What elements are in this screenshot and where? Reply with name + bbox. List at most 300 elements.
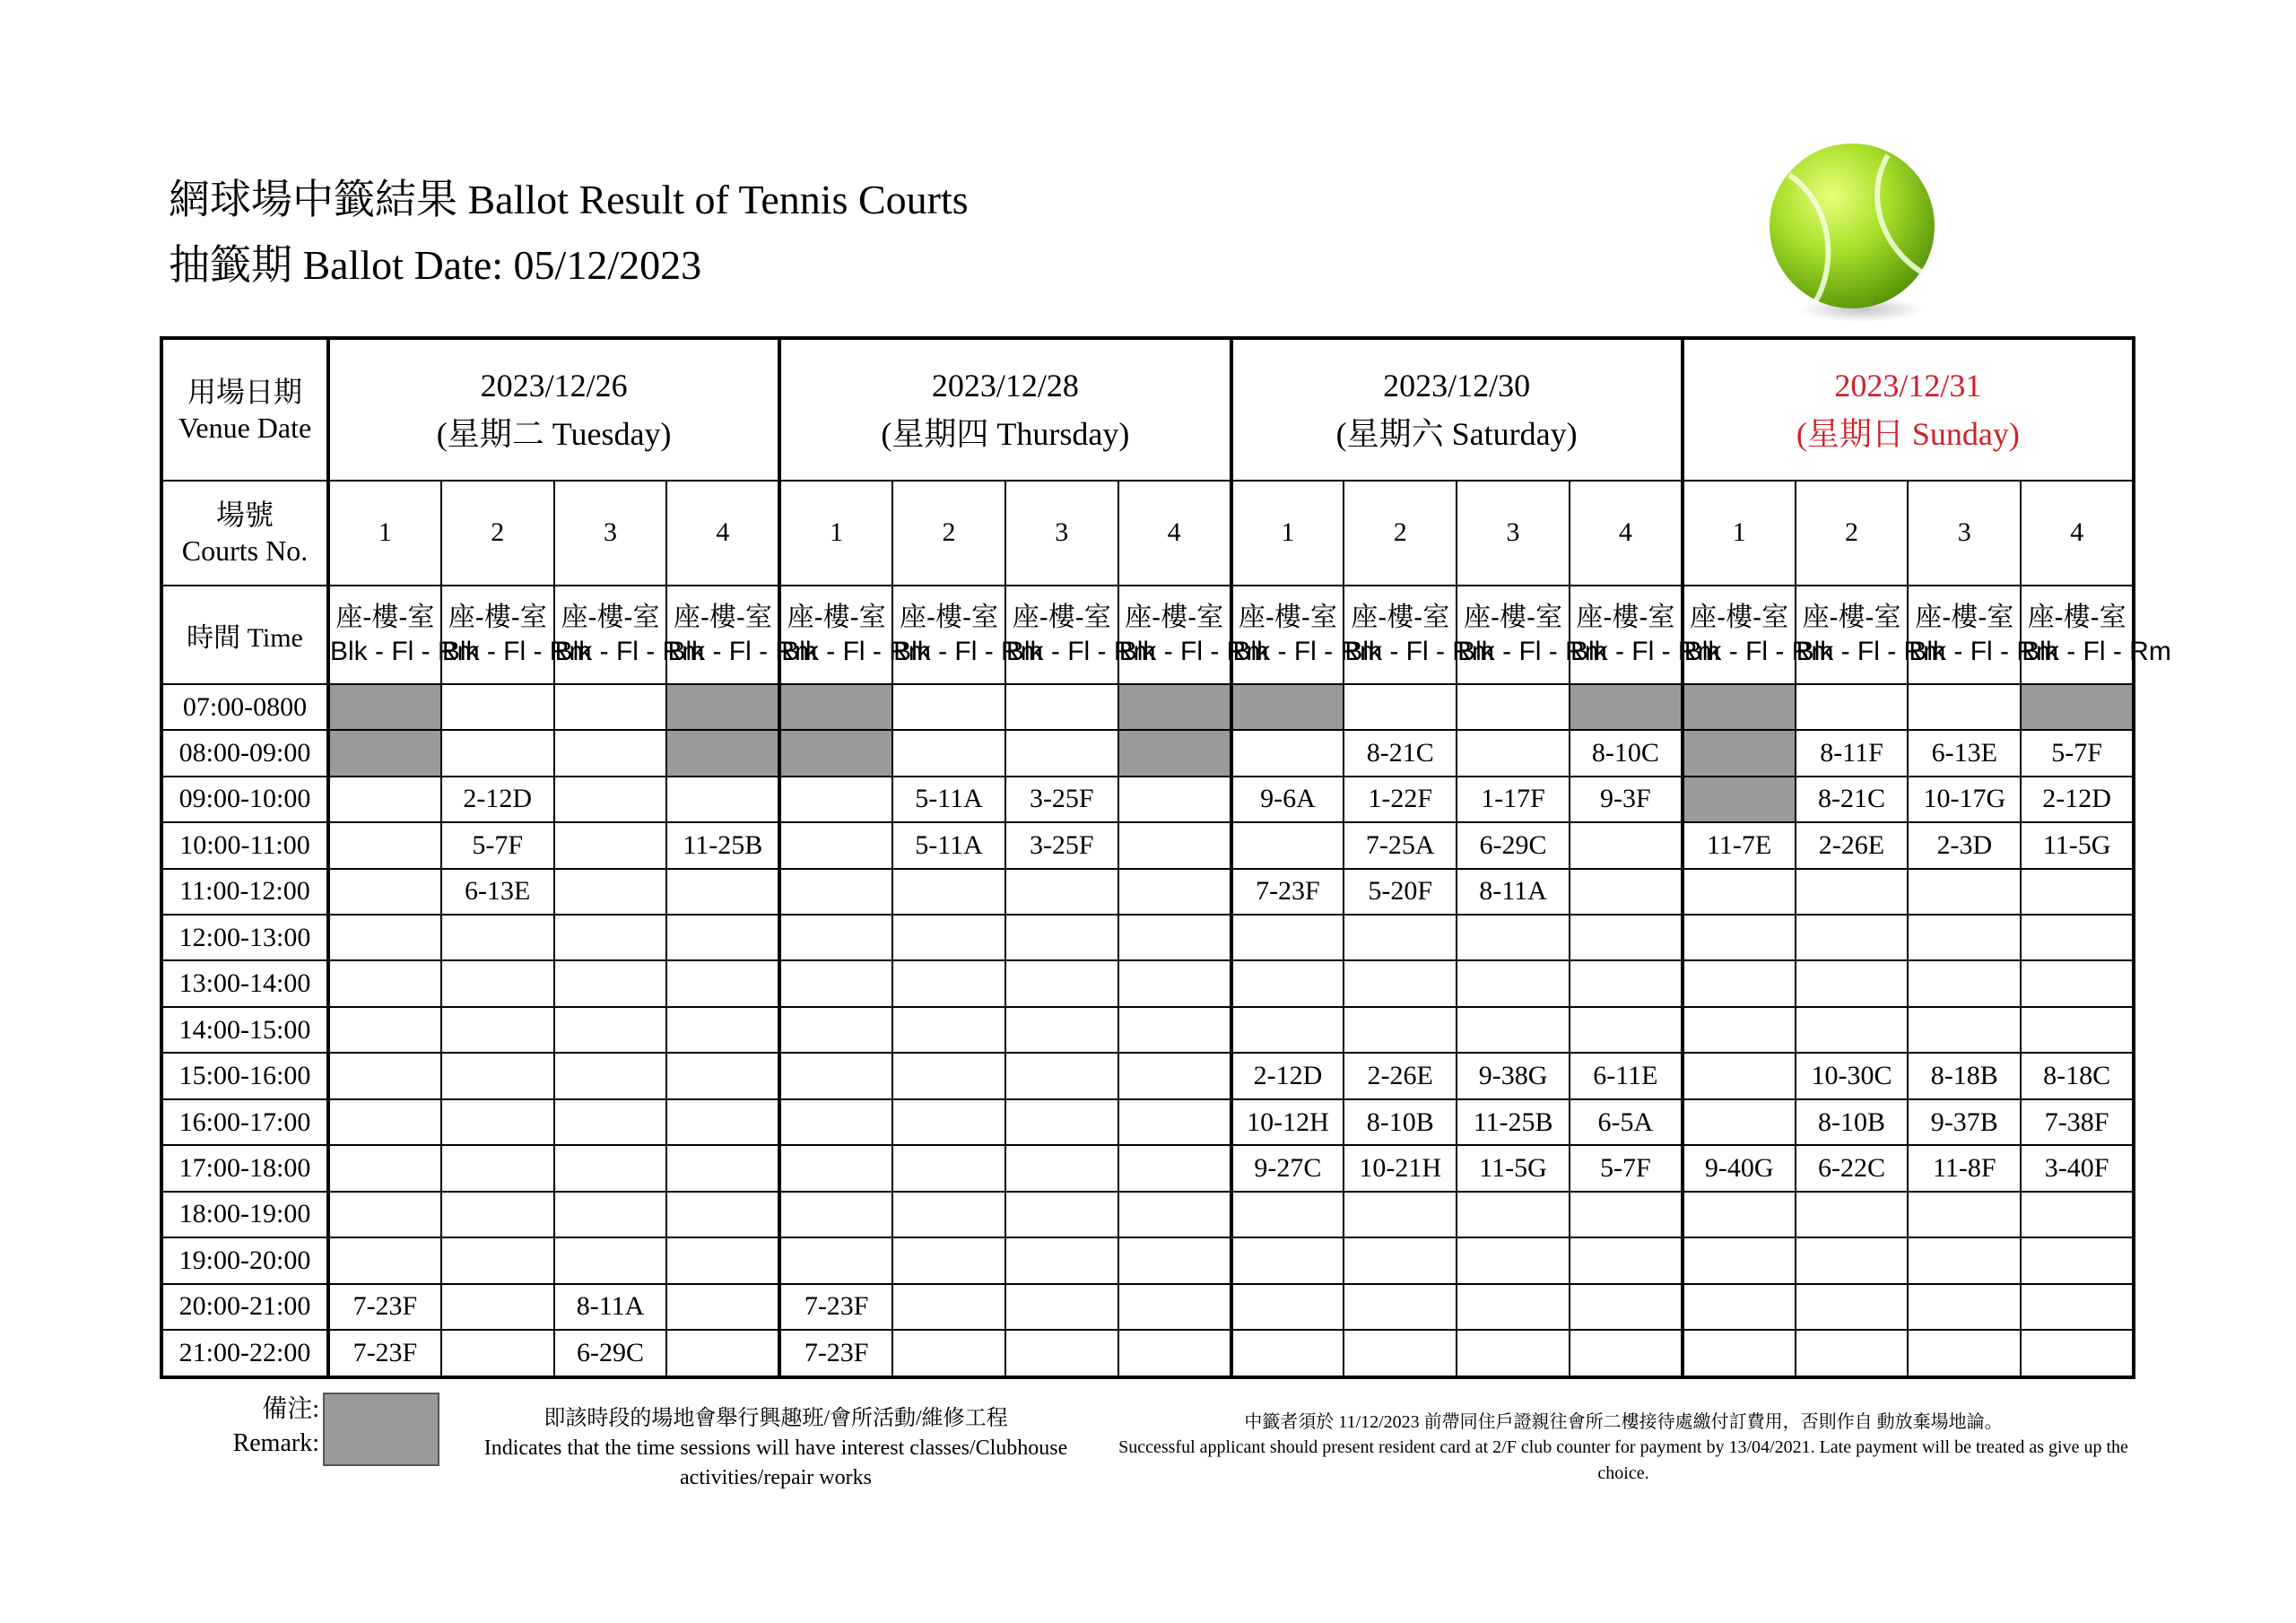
booking-cell: 9-6A: [1231, 777, 1344, 822]
booking-cell: [666, 1192, 779, 1237]
blocked-cell: [666, 684, 779, 730]
booking-cell: [1570, 915, 1683, 960]
blk-fl-rm-header: [1005, 586, 1156, 684]
blocked-cell: [328, 684, 441, 730]
booking-cell: [1908, 960, 2021, 1006]
blk-fl-rm-zh: 座-樓-室: [1012, 603, 1111, 633]
booking-cell: 9-3F: [1570, 777, 1683, 822]
remark-label-zh: 備注:: [262, 1395, 319, 1423]
blk-fl-rm-header: [1908, 586, 2059, 684]
table-row: [161, 730, 2134, 776]
blk-fl-rm-en: Blk - Fl - Rm: [1457, 636, 1607, 666]
blk-fl-rm-header: [2021, 586, 2171, 684]
booking-cell: [1231, 822, 1344, 868]
booking-cell: [666, 1099, 779, 1145]
booking-cell: [1231, 1192, 1344, 1237]
booking-cell: [666, 777, 779, 822]
blk-fl-rm-en: Blk - Fl - Rm: [441, 636, 592, 666]
time-slot: 16:00-17:00: [161, 1099, 328, 1145]
booking-cell: [441, 684, 554, 730]
booking-cell: [441, 1237, 554, 1283]
booking-cell: 1-17F: [1457, 777, 1570, 822]
booking-cell: [1005, 915, 1118, 960]
booking-cell: [1005, 684, 1118, 730]
table-row: [161, 1007, 2134, 1053]
table-row: [161, 1284, 2134, 1330]
table-row: [161, 1192, 2134, 1237]
time-slot: 19:00-20:00: [161, 1237, 328, 1283]
blk-fl-rm-en: Blk - Fl - Rm: [667, 636, 818, 666]
booking-cell: 7-23F: [1231, 869, 1344, 915]
booking-cell: [779, 1099, 892, 1145]
booking-cell: 5-11A: [892, 777, 1005, 822]
blocked-cell: [1118, 730, 1231, 776]
remark-gray-swatch: [323, 1393, 439, 1466]
blk-fl-rm-zh: 座-樓-室: [1576, 603, 1675, 633]
booking-cell: [779, 822, 892, 868]
booking-cell: 11-5G: [2021, 822, 2134, 868]
booking-cell: [441, 1007, 554, 1053]
booking-cell: [1344, 960, 1457, 1006]
blk-fl-rm-header: [441, 586, 592, 684]
table-row: [161, 1330, 2134, 1377]
booking-cell: [1908, 869, 2021, 915]
booking-cell: [328, 1145, 441, 1191]
booking-cell: [1118, 1192, 1231, 1237]
time-slot: 09:00-10:00: [161, 777, 328, 822]
booking-cell: [1005, 1284, 1118, 1330]
booking-cell: [1796, 915, 1909, 960]
blk-fl-rm-header: [328, 586, 480, 684]
blk-fl-rm-en: Blk - Fl - Rm: [1344, 636, 1494, 666]
booking-cell: [1457, 1007, 1570, 1053]
booking-cell: [328, 1053, 441, 1098]
booking-cell: [1005, 869, 1118, 915]
time-slot: 20:00-21:00: [161, 1284, 328, 1330]
booking-cell: 10-30C: [1796, 1053, 1909, 1098]
booking-cell: 11-8F: [1908, 1145, 2021, 1191]
blk-fl-rm-zh: 座-樓-室: [2027, 603, 2126, 633]
booking-cell: 7-25A: [1344, 822, 1457, 868]
booking-cell: [666, 1330, 779, 1377]
blk-fl-rm-en: Blk - Fl - Rm: [1570, 636, 1720, 666]
time-slot: 07:00-0800: [161, 684, 328, 730]
booking-cell: [2021, 1284, 2134, 1330]
table-row: [161, 869, 2134, 915]
booking-cell: [1570, 822, 1683, 868]
blk-fl-rm-zh: 座-樓-室: [1915, 603, 2014, 633]
booking-cell: [554, 1237, 667, 1283]
booking-cell: 5-7F: [2021, 730, 2134, 776]
ballot-result-table: [160, 336, 2171, 1379]
booking-cell: [328, 1192, 441, 1237]
booking-cell: [779, 960, 892, 1006]
booking-cell: 11-5G: [1457, 1145, 1570, 1191]
booking-cell: [554, 915, 667, 960]
booking-cell: [554, 822, 667, 868]
booking-cell: 3-40F: [2021, 1145, 2134, 1191]
booking-cell: 8-10B: [1344, 1099, 1457, 1145]
booking-cell: 7-23F: [779, 1284, 892, 1330]
booking-cell: 8-10C: [1570, 730, 1683, 776]
booking-cell: [1570, 869, 1683, 915]
courts-no-zh: 場號: [215, 499, 274, 532]
booking-cell: [1118, 1007, 1231, 1053]
booking-cell: 6-29C: [1457, 822, 1570, 868]
blk-fl-rm-header: [1683, 586, 1834, 684]
booking-cell: [328, 915, 441, 960]
blocked-cell: [1231, 684, 1344, 730]
booking-cell: [1118, 1099, 1231, 1145]
blocked-cell: [779, 730, 892, 776]
booking-cell: [1683, 1053, 1796, 1098]
booking-cell: [1118, 869, 1231, 915]
blk-fl-rm-zh: 座-樓-室: [561, 603, 660, 633]
booking-cell: [441, 1284, 554, 1330]
blk-fl-rm-header: [1231, 586, 1383, 684]
booking-cell: [1570, 1237, 1683, 1283]
blk-fl-rm-zh: 座-樓-室: [448, 603, 547, 633]
booking-cell: [892, 1007, 1005, 1053]
booking-cell: [1231, 1007, 1344, 1053]
booking-cell: [1344, 684, 1457, 730]
booking-cell: 8-11F: [1796, 730, 1909, 776]
day-weekday: (星期二 Tuesday): [436, 415, 672, 452]
table-row: [161, 1099, 2134, 1145]
time-slot: 21:00-22:00: [161, 1330, 328, 1377]
booking-cell: [554, 1007, 667, 1053]
booking-cell: 11-25B: [666, 822, 779, 868]
booking-cell: 2-12D: [441, 777, 554, 822]
blk-fl-rm-zh: 座-樓-室: [1690, 603, 1789, 633]
booking-cell: 9-27C: [1231, 1145, 1344, 1191]
booking-cell: [1118, 1053, 1231, 1098]
booking-cell: [441, 960, 554, 1006]
page-title: 網球場中籤結果 Ballot Result of Tennis Courts: [169, 177, 969, 222]
booking-cell: [779, 1007, 892, 1053]
booking-cell: 5-7F: [1570, 1145, 1683, 1191]
booking-cell: [1908, 1237, 2021, 1283]
booking-cell: 7-23F: [328, 1284, 441, 1330]
table-row: [161, 777, 2134, 822]
booking-cell: [1118, 822, 1231, 868]
blk-fl-rm-header: [779, 586, 931, 684]
table-row: [161, 960, 2134, 1006]
court-number: 4: [2021, 481, 2134, 586]
blk-fl-rm-en: Blk - Fl - Rm: [1118, 636, 1269, 666]
day-header: [1683, 338, 2134, 481]
booking-cell: [554, 1192, 667, 1237]
booking-cell: [666, 1237, 779, 1283]
booking-cell: [1344, 1007, 1457, 1053]
time-slot: 14:00-15:00: [161, 1007, 328, 1053]
court-number: 2: [441, 481, 554, 586]
booking-cell: 6-5A: [1570, 1099, 1683, 1145]
court-number: 2: [1796, 481, 1909, 586]
booking-cell: [1908, 1330, 2021, 1377]
time-slot: 17:00-18:00: [161, 1145, 328, 1191]
day-header: [779, 338, 1231, 481]
booking-cell: [1231, 1284, 1344, 1330]
booking-cell: 9-37B: [1908, 1099, 2021, 1145]
blk-fl-rm-zh: 座-樓-室: [1464, 603, 1563, 633]
table-row: [161, 1053, 2134, 1098]
booking-cell: [1231, 960, 1344, 1006]
booking-cell: [554, 869, 667, 915]
court-number: 1: [1231, 481, 1344, 586]
booking-cell: [328, 869, 441, 915]
booking-cell: [1457, 730, 1570, 776]
booking-cell: [1344, 915, 1457, 960]
booking-cell: [1118, 960, 1231, 1006]
booking-cell: [1570, 1007, 1683, 1053]
remark-label: [213, 1393, 319, 1461]
booking-cell: [2021, 1330, 2134, 1377]
booking-cell: [1570, 1330, 1683, 1377]
payment-notice-en: Successful applicant should present resident card at 2/F club counter for payment by 13/04/2021. Late payment will be treated as give up the choice.: [1118, 1437, 2128, 1483]
blocked-cell: [1570, 684, 1683, 730]
booking-cell: [1908, 915, 2021, 960]
blocked-cell: [666, 730, 779, 776]
blk-fl-rm-en: Blk - Fl - Rm: [554, 636, 705, 666]
time-slot: 10:00-11:00: [161, 822, 328, 868]
booking-cell: [666, 1053, 779, 1098]
booking-cell: [1457, 1237, 1570, 1283]
booking-cell: 8-11A: [554, 1284, 667, 1330]
booking-cell: 1-22F: [1344, 777, 1457, 822]
blk-fl-rm-zh: 座-樓-室: [1238, 603, 1337, 633]
booking-cell: [892, 1145, 1005, 1191]
blocked-cell: [779, 684, 892, 730]
venue-date-en: Venue Date: [178, 411, 312, 444]
booking-cell: 8-10B: [1796, 1099, 1909, 1145]
booking-cell: [2021, 960, 2134, 1006]
booking-cell: [779, 777, 892, 822]
booking-cell: 10-21H: [1344, 1145, 1457, 1191]
blocked-cell: [328, 730, 441, 776]
booking-cell: [328, 1007, 441, 1053]
booking-cell: [1570, 960, 1683, 1006]
blk-fl-rm-zh: 座-樓-室: [335, 603, 435, 633]
booking-cell: [1683, 1330, 1796, 1377]
booking-cell: [2021, 1007, 2134, 1053]
booking-cell: 8-11A: [1457, 869, 1570, 915]
booking-cell: [554, 1099, 667, 1145]
booking-cell: [1005, 730, 1118, 776]
booking-cell: [1344, 1284, 1457, 1330]
booking-cell: [779, 1053, 892, 1098]
table-row: [161, 915, 2134, 960]
booking-cell: [666, 1284, 779, 1330]
booking-cell: [666, 869, 779, 915]
booking-cell: [441, 1099, 554, 1145]
booking-cell: [1796, 684, 1909, 730]
booking-cell: [328, 777, 441, 822]
blk-fl-rm-en: Blk - Fl - Rm: [893, 636, 1043, 666]
booking-cell: [554, 777, 667, 822]
booking-cell: [1796, 960, 1909, 1006]
court-number: 3: [1005, 481, 1118, 586]
blocked-cell: [1683, 777, 1796, 822]
booking-cell: [1231, 1330, 1344, 1377]
booking-cell: [1683, 1237, 1796, 1283]
booking-cell: 2-26E: [1796, 822, 1909, 868]
booking-cell: [892, 1053, 1005, 1098]
time-slot: 15:00-16:00: [161, 1053, 328, 1098]
time-slot: 12:00-13:00: [161, 915, 328, 960]
booking-cell: [1231, 1237, 1344, 1283]
day-weekday: (星期日 Sunday): [1796, 415, 2020, 452]
booking-cell: 6-22C: [1796, 1145, 1909, 1191]
booking-cell: 9-40G: [1683, 1145, 1796, 1191]
table-row: [161, 684, 2134, 730]
booking-cell: [1908, 1284, 2021, 1330]
booking-cell: [1683, 1007, 1796, 1053]
table-row: [161, 1237, 2134, 1283]
booking-cell: 10-17G: [1908, 777, 2021, 822]
booking-cell: [2021, 1237, 2134, 1283]
booking-cell: [666, 1145, 779, 1191]
court-number: 4: [666, 481, 779, 586]
booking-cell: 5-11A: [892, 822, 1005, 868]
booking-cell: [892, 1330, 1005, 1377]
blk-fl-rm-header: [1118, 586, 1269, 684]
booking-cell: [1908, 1192, 2021, 1237]
booking-cell: [1796, 1330, 1909, 1377]
booking-cell: [328, 960, 441, 1006]
booking-cell: [1005, 1237, 1118, 1283]
time-slot: 18:00-19:00: [161, 1192, 328, 1237]
blk-fl-rm-en: Blk - Fl - Rm: [1796, 636, 1946, 666]
blk-fl-rm-zh: 座-樓-室: [899, 603, 998, 633]
blocked-cell: [1683, 730, 1796, 776]
court-number-row: [161, 481, 2134, 586]
blk-fl-rm-zh: 座-樓-室: [1802, 603, 1901, 633]
booking-cell: [1005, 1007, 1118, 1053]
booking-cell: [2021, 915, 2134, 960]
table-row: [161, 1145, 2134, 1191]
booking-cell: 8-21C: [1344, 730, 1457, 776]
booking-cell: 6-11E: [1570, 1053, 1683, 1098]
day-header: [1231, 338, 1683, 481]
booking-cell: [1683, 1099, 1796, 1145]
booking-cell: [1457, 1284, 1570, 1330]
blk-fl-rm-header: [666, 586, 818, 684]
blk-fl-rm-zh: 座-樓-室: [673, 603, 772, 633]
booking-cell: [779, 1192, 892, 1237]
booking-cell: [892, 1237, 1005, 1283]
booking-cell: [779, 1237, 892, 1283]
court-number: 2: [892, 481, 1005, 586]
blocked-cell: [1683, 684, 1796, 730]
day-date: 2023/12/31: [1834, 367, 1982, 404]
tennis-ball-icon: [1753, 139, 1955, 327]
blk-fl-rm-header: [1796, 586, 1946, 684]
payment-notice: [1117, 1410, 2130, 1486]
day-header: [328, 338, 779, 481]
remark-text-zh: 即該時段的場地會舉行興趣班/會所活動/維修工程: [544, 1407, 1008, 1430]
courts-no-en: Courts No.: [181, 534, 309, 568]
booking-cell: 10-12H: [1231, 1099, 1344, 1145]
booking-cell: [666, 1007, 779, 1053]
booking-cell: [779, 869, 892, 915]
booking-cell: [1344, 1237, 1457, 1283]
blk-fl-rm-en: Blk - Fl - Rm: [330, 636, 480, 666]
booking-cell: 6-13E: [1908, 730, 2021, 776]
day-weekday: (星期四 Thursday): [881, 415, 1130, 452]
booking-cell: [1005, 1192, 1118, 1237]
booking-cell: [892, 1099, 1005, 1145]
booking-cell: 8-18B: [1908, 1053, 2021, 1098]
court-number: 3: [1457, 481, 1570, 586]
venue-date-label: [161, 338, 328, 481]
booking-cell: [554, 1145, 667, 1191]
booking-cell: 3-25F: [1005, 822, 1118, 868]
remark-label-en: Remark:: [232, 1428, 319, 1457]
booking-cell: [1683, 1284, 1796, 1330]
court-number: 3: [554, 481, 667, 586]
booking-cell: 2-12D: [1231, 1053, 1344, 1098]
booking-cell: [1796, 1192, 1909, 1237]
court-number: 1: [1683, 481, 1796, 586]
blk-fl-rm-header: [1457, 586, 1607, 684]
booking-cell: [554, 730, 667, 776]
blk-fl-rm-header: [554, 586, 705, 684]
booking-cell: 6-29C: [554, 1330, 667, 1377]
booking-cell: [441, 1330, 554, 1377]
booking-cell: [1344, 1192, 1457, 1237]
booking-cell: [892, 1284, 1005, 1330]
booking-cell: [1796, 869, 1909, 915]
booking-cell: [1005, 1099, 1118, 1145]
remark-text: [453, 1404, 1099, 1493]
booking-cell: [1908, 684, 2021, 730]
booking-cell: 11-25B: [1457, 1099, 1570, 1145]
day-date: 2023/12/28: [931, 367, 1079, 404]
booking-cell: 3-25F: [1005, 777, 1118, 822]
blocked-cell: [1118, 684, 1231, 730]
booking-cell: [328, 822, 441, 868]
court-number: 2: [1344, 481, 1457, 586]
booking-cell: [1005, 1145, 1118, 1191]
booking-cell: [554, 960, 667, 1006]
booking-cell: [1118, 1330, 1231, 1377]
booking-cell: [1796, 1007, 1909, 1053]
booking-cell: [892, 1192, 1005, 1237]
court-number: 3: [1908, 481, 2021, 586]
booking-cell: [892, 684, 1005, 730]
booking-cell: 11-7E: [1683, 822, 1796, 868]
booking-cell: 8-18C: [2021, 1053, 2134, 1098]
courts-no-label: [161, 481, 328, 586]
day-date: 2023/12/26: [480, 367, 628, 404]
booking-cell: [1683, 960, 1796, 1006]
blocked-cell: [2021, 684, 2134, 730]
booking-cell: [554, 1053, 667, 1098]
booking-cell: [441, 1145, 554, 1191]
booking-cell: [1457, 915, 1570, 960]
blk-fl-rm-en: Blk - Fl - Rm: [1005, 636, 1156, 666]
booking-cell: [1005, 1330, 1118, 1377]
booking-cell: [892, 730, 1005, 776]
booking-cell: [1570, 1192, 1683, 1237]
booking-cell: [892, 960, 1005, 1006]
booking-cell: 7-23F: [328, 1330, 441, 1377]
booking-cell: [441, 915, 554, 960]
blk-fl-rm-zh: 座-樓-室: [1351, 603, 1450, 633]
blk-fl-rm-zh: 座-樓-室: [1125, 603, 1224, 633]
day-weekday: (星期六 Saturday): [1335, 415, 1578, 452]
